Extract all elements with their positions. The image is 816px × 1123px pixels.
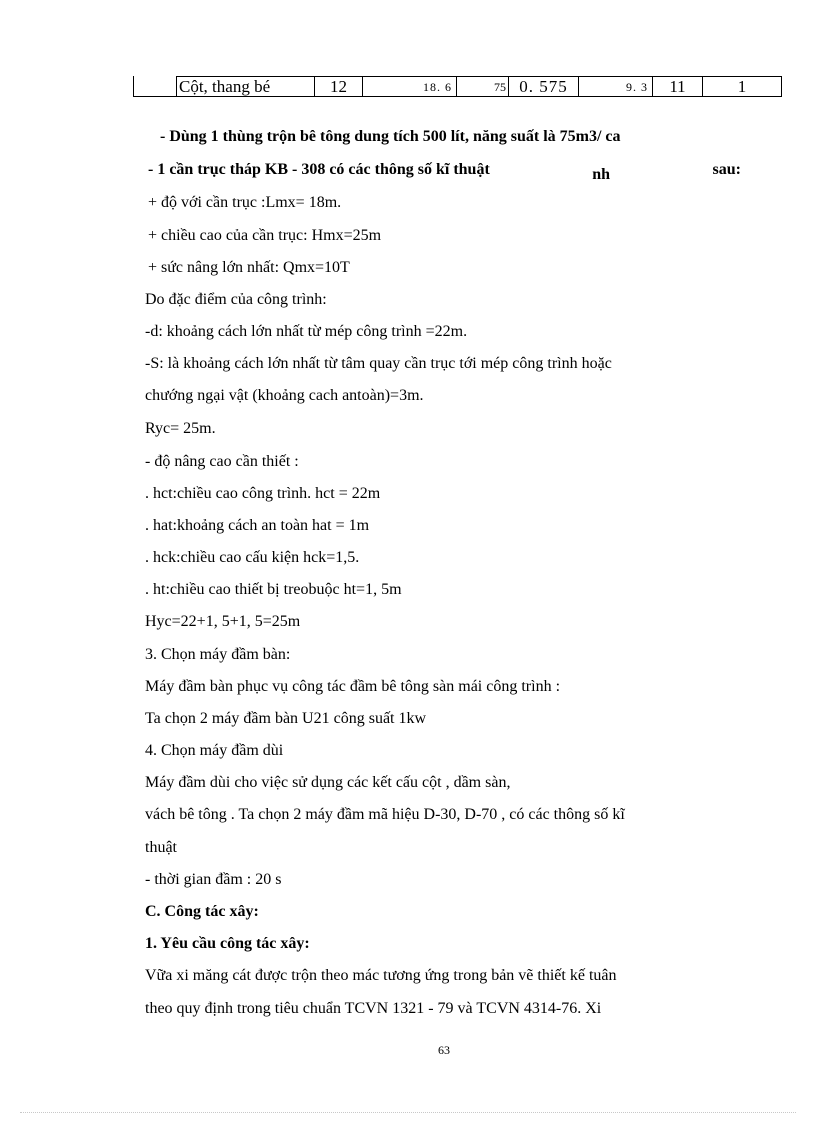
table-cell: 9. 3 [579, 76, 653, 97]
text-line: + độ với cần trục :Lmx= 18m. [148, 194, 342, 211]
table-fragment [133, 76, 782, 98]
text-line: . hat:khoảng cách an toàn hat = 1m [145, 517, 370, 534]
footer-divider [20, 1112, 796, 1113]
table-cell [133, 76, 177, 97]
subsection-heading: 1. Yêu cầu công tác xây: [145, 935, 310, 952]
text-line: Vữa xi măng cát được trộn theo mác tương ứng trong bản vẽ thiết kế tuân [145, 967, 617, 984]
text-line: 4. Chọn máy đầm dùi [145, 742, 284, 759]
table-cell: 11 [653, 76, 703, 97]
text-line: Máy đầm bàn phục vụ công tác đầm bê tông sàn mái công trình : [145, 678, 561, 695]
table-cell: 75 [457, 76, 509, 97]
text-line: + chiều cao của cần trục: Hmx=25m [148, 227, 382, 244]
text-line: Do đặc điểm của công trình: [145, 291, 327, 308]
text-line: theo quy định trong tiêu chuẩn TCVN 1321 - 79 và TCVN 4314-76. Xi [145, 1000, 602, 1017]
text-line: chướng ngại vật (khoảng cach antoàn)=3m. [145, 387, 424, 404]
text-segment: - 1 cần trục tháp KB - 308 có các thông số kĩ thuật [148, 161, 490, 178]
table-cell: 0. 575 [509, 76, 579, 97]
table-cell: 12 [315, 76, 363, 97]
text-line: -d: khoảng cách lớn nhất từ mép công trình =22m. [145, 323, 468, 340]
text-line: + sức nâng lớn nhất: Qmx=10T [148, 259, 350, 276]
table-cell: 18. 6 [363, 76, 457, 97]
page-number: 63 [438, 1043, 450, 1057]
table-cell: Cột, thang bé [177, 76, 315, 97]
text-line: - Dùng 1 thùng trộn bê tông dung tích 500 lít, năng suất là 75m3/ ca [160, 128, 621, 145]
section-heading: C. Công tác xây: [145, 903, 259, 920]
text-line: - độ nâng cao cần thiết : [145, 453, 299, 470]
text-line: Ryc= 25m. [145, 420, 216, 437]
text-segment: sau: [712, 161, 741, 178]
text-line: . hct:chiều cao công trình. hct = 22m [145, 485, 381, 502]
text-line: - thời gian đầm : 20 s [145, 871, 282, 888]
text-line: Máy đầm dùi cho việc sử dụng các kết cấu cột , dầm sàn, [145, 774, 511, 791]
text-line: Ta chọn 2 máy đầm bàn U21 công suất 1kw [145, 710, 427, 727]
text-segment: nh [592, 166, 611, 183]
text-line: -S: là khoảng cách lớn nhất từ tâm quay cần trục tới mép công trình hoặc [145, 355, 612, 372]
text-line-justified [148, 160, 741, 183]
text-line: vách bê tông . Ta chọn 2 máy đầm mã hiệu D-30, D-70 , có các thông số kĩ [145, 806, 625, 823]
text-line: . hck:chiều cao cấu kiện hck=1,5. [145, 549, 360, 566]
text-line: thuật [145, 839, 177, 856]
text-line: 3. Chọn máy đầm bàn: [145, 646, 291, 663]
table-cell: 1 [703, 76, 782, 97]
text-line: Hyc=22+1, 5+1, 5=25m [145, 613, 301, 630]
text-line: . ht:chiều cao thiết bị treobuộc ht=1, 5m [145, 581, 402, 598]
